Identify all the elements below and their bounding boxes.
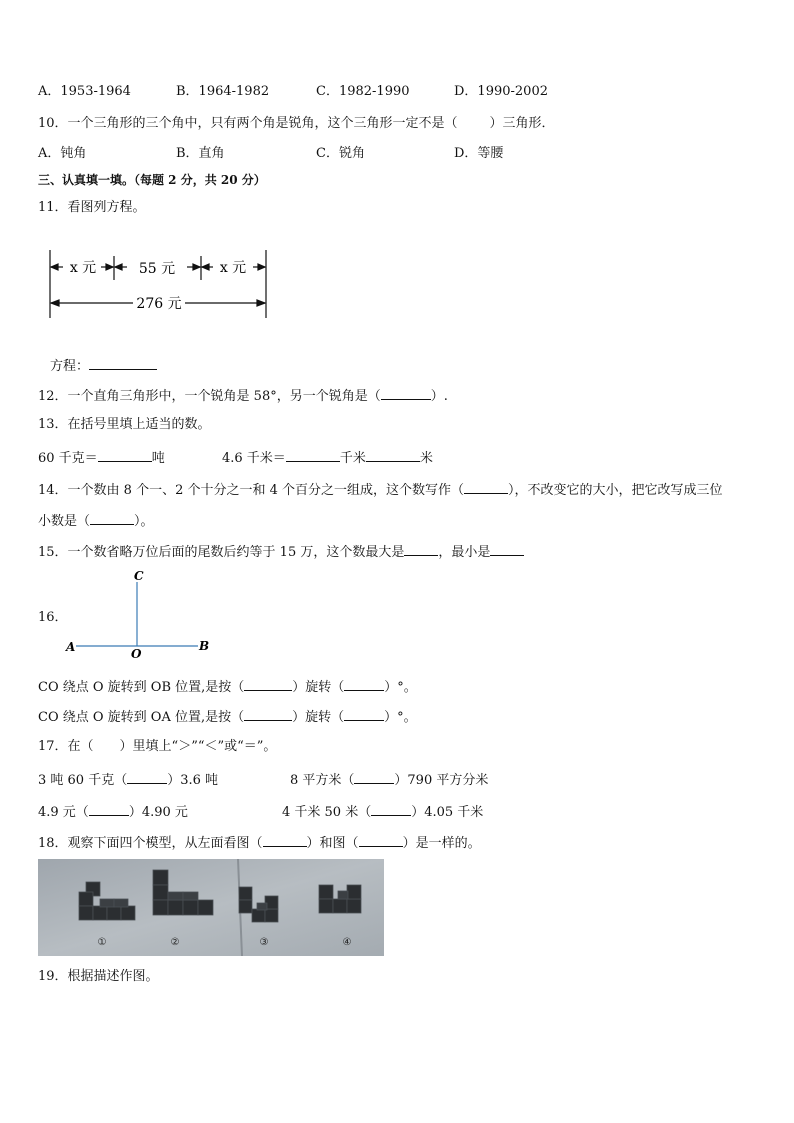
q12-blank[interactable] <box>381 385 431 400</box>
q17-question: 17．在（ ）里填上“＞”“＜”或“＝”。 <box>38 739 277 754</box>
q11-answer: 方程： <box>50 355 157 376</box>
q13-blank-b1[interactable] <box>286 447 340 462</box>
q9-option-b: B．1964-1982 <box>176 84 270 99</box>
section-3-heading: 三、认真填一填。（每题 2 分，共 20 分） <box>38 173 266 187</box>
q16-label-c: C <box>134 569 144 583</box>
q18-blank-2[interactable] <box>359 832 403 847</box>
q14-blank-2[interactable] <box>90 510 134 525</box>
q10-option-c: C．锐角 <box>316 146 365 161</box>
q9-option-d: D．1990-2002 <box>454 84 548 99</box>
q18-question: 18．观察下面四个模型，从左面看图（ ）和图（ ）是一样的。 <box>38 832 481 853</box>
q14-blank-1[interactable] <box>464 479 508 494</box>
q17-part-b: 8 平方米（ ）790 平方分米 <box>290 769 488 790</box>
q9-option-c: C．1982-1990 <box>316 84 410 99</box>
q17-blank-b[interactable] <box>354 769 394 784</box>
q16-blank-2b[interactable] <box>344 706 384 721</box>
q18-blank-1[interactable] <box>263 832 307 847</box>
q10-option-a: A．钝角 <box>38 146 87 161</box>
q14-line-1: 14．一个数由 8 个一、2 个十分之一和 4 个百分之一组成，这个数写作（ ），不改变它的大小，把它改写成三位 <box>38 479 723 500</box>
q14-line-2: 小数是（ ）。 <box>38 510 154 531</box>
q17-blank-c[interactable] <box>89 801 129 816</box>
q18-models-photo <box>38 859 384 956</box>
q11-segment-x-right: x 元 <box>219 260 247 276</box>
q13-blank-a[interactable] <box>98 447 152 462</box>
q17-part-c: 4.9 元（ ）4.90 元 <box>38 801 188 822</box>
q10-question: 10．一个三角形的三个角中，只有两个角是锐角，这个三角形一定不是（ ）三角形． <box>38 116 555 131</box>
q16-angle-diagram <box>60 568 220 660</box>
q16-number: 16． <box>38 610 68 625</box>
q11-segment-x-left: x 元 <box>69 260 97 276</box>
q18-model-label-4: ④ <box>342 937 352 948</box>
q16-blank-1b[interactable] <box>344 676 384 691</box>
q10-option-d: D．等腰 <box>454 146 504 161</box>
q11-line-diagram <box>45 246 275 322</box>
q16-blank-2a[interactable] <box>244 706 292 721</box>
q17-part-d: 4 千米 50 米（ ）4.05 千米 <box>282 801 483 822</box>
q19-question: 19．根据描述作图。 <box>38 969 159 984</box>
q13-question: 13．在括号里填上适当的数。 <box>38 417 211 432</box>
q18-model-label-1: ① <box>97 937 107 948</box>
q11-segment-middle: 55 元 <box>138 261 176 277</box>
q17-part-a: 3 吨 60 千克（ ）3.6 吨 <box>38 769 218 790</box>
q16-line-1: CO 绕点 O 旋转到 OB 位置,是按（ ）旋转（ ）°。 <box>38 676 417 697</box>
q10-option-b: B．直角 <box>176 146 225 161</box>
q16-label-b: B <box>199 639 210 653</box>
q16-blank-1a[interactable] <box>244 676 292 691</box>
q13-part-b: 4.6 千米＝ 千米 米 <box>222 447 433 468</box>
q15-question: 15．一个数省略万位后面的尾数后约等于 15 万，这个数最大是 ，最小是 <box>38 541 524 562</box>
q16-line-2: CO 绕点 O 旋转到 OA 位置,是按（ ）旋转（ ）°。 <box>38 706 417 727</box>
q18-model-label-2: ② <box>170 937 180 948</box>
q13-blank-b2[interactable] <box>366 447 420 462</box>
q11-answer-blank[interactable] <box>89 355 157 370</box>
q16-label-a: A <box>66 640 76 654</box>
q9-option-a: A．1953-1964 <box>38 84 131 99</box>
q11-total-label: 276 元 <box>136 296 182 312</box>
q17-blank-a[interactable] <box>127 769 167 784</box>
q11-question: 11．看图列方程。 <box>38 200 146 215</box>
q12-question: 12．一个直角三角形中，一个锐角是 58°，另一个锐角是（ ）. <box>38 385 448 406</box>
q13-part-a: 60 千克＝ 吨 <box>38 447 165 468</box>
q16-label-o: O <box>131 647 142 660</box>
q17-blank-d[interactable] <box>371 801 411 816</box>
q15-blank-min[interactable] <box>490 541 524 556</box>
q18-model-label-3: ③ <box>259 937 269 948</box>
q15-blank-max[interactable] <box>404 541 438 556</box>
